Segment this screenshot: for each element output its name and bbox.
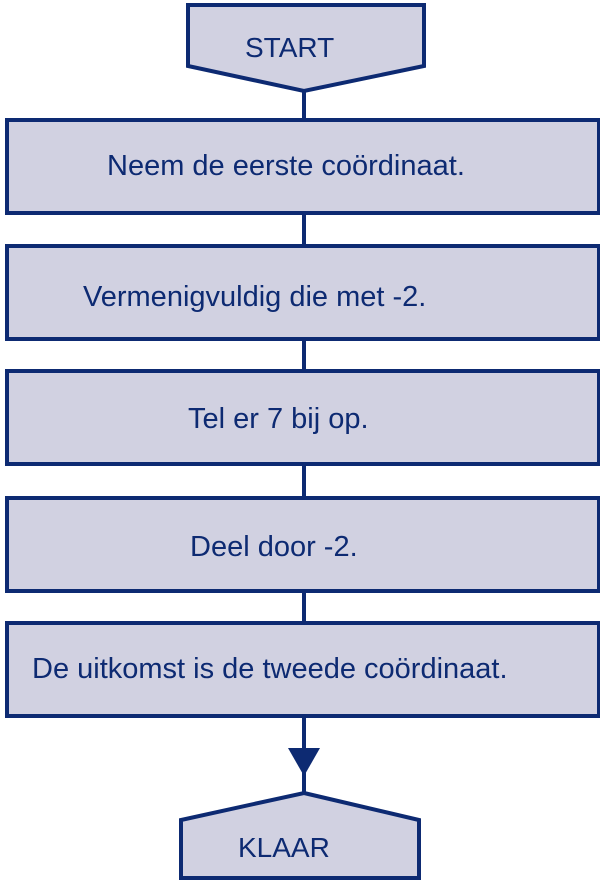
step-3-label: Tel er 7 bij op. [188,403,369,435]
step-1-label: Neem de eerste coördinaat. [107,150,465,182]
step-4-label: Deel door -2. [190,531,358,563]
start-label: START [245,32,335,63]
end-label: KLAAR [238,832,330,863]
step-2-label: Vermenigvuldig die met -2. [83,281,427,313]
step-5-label: De uitkomst is de tweede coördinaat. [32,653,508,685]
arrow-head-icon [288,748,320,776]
